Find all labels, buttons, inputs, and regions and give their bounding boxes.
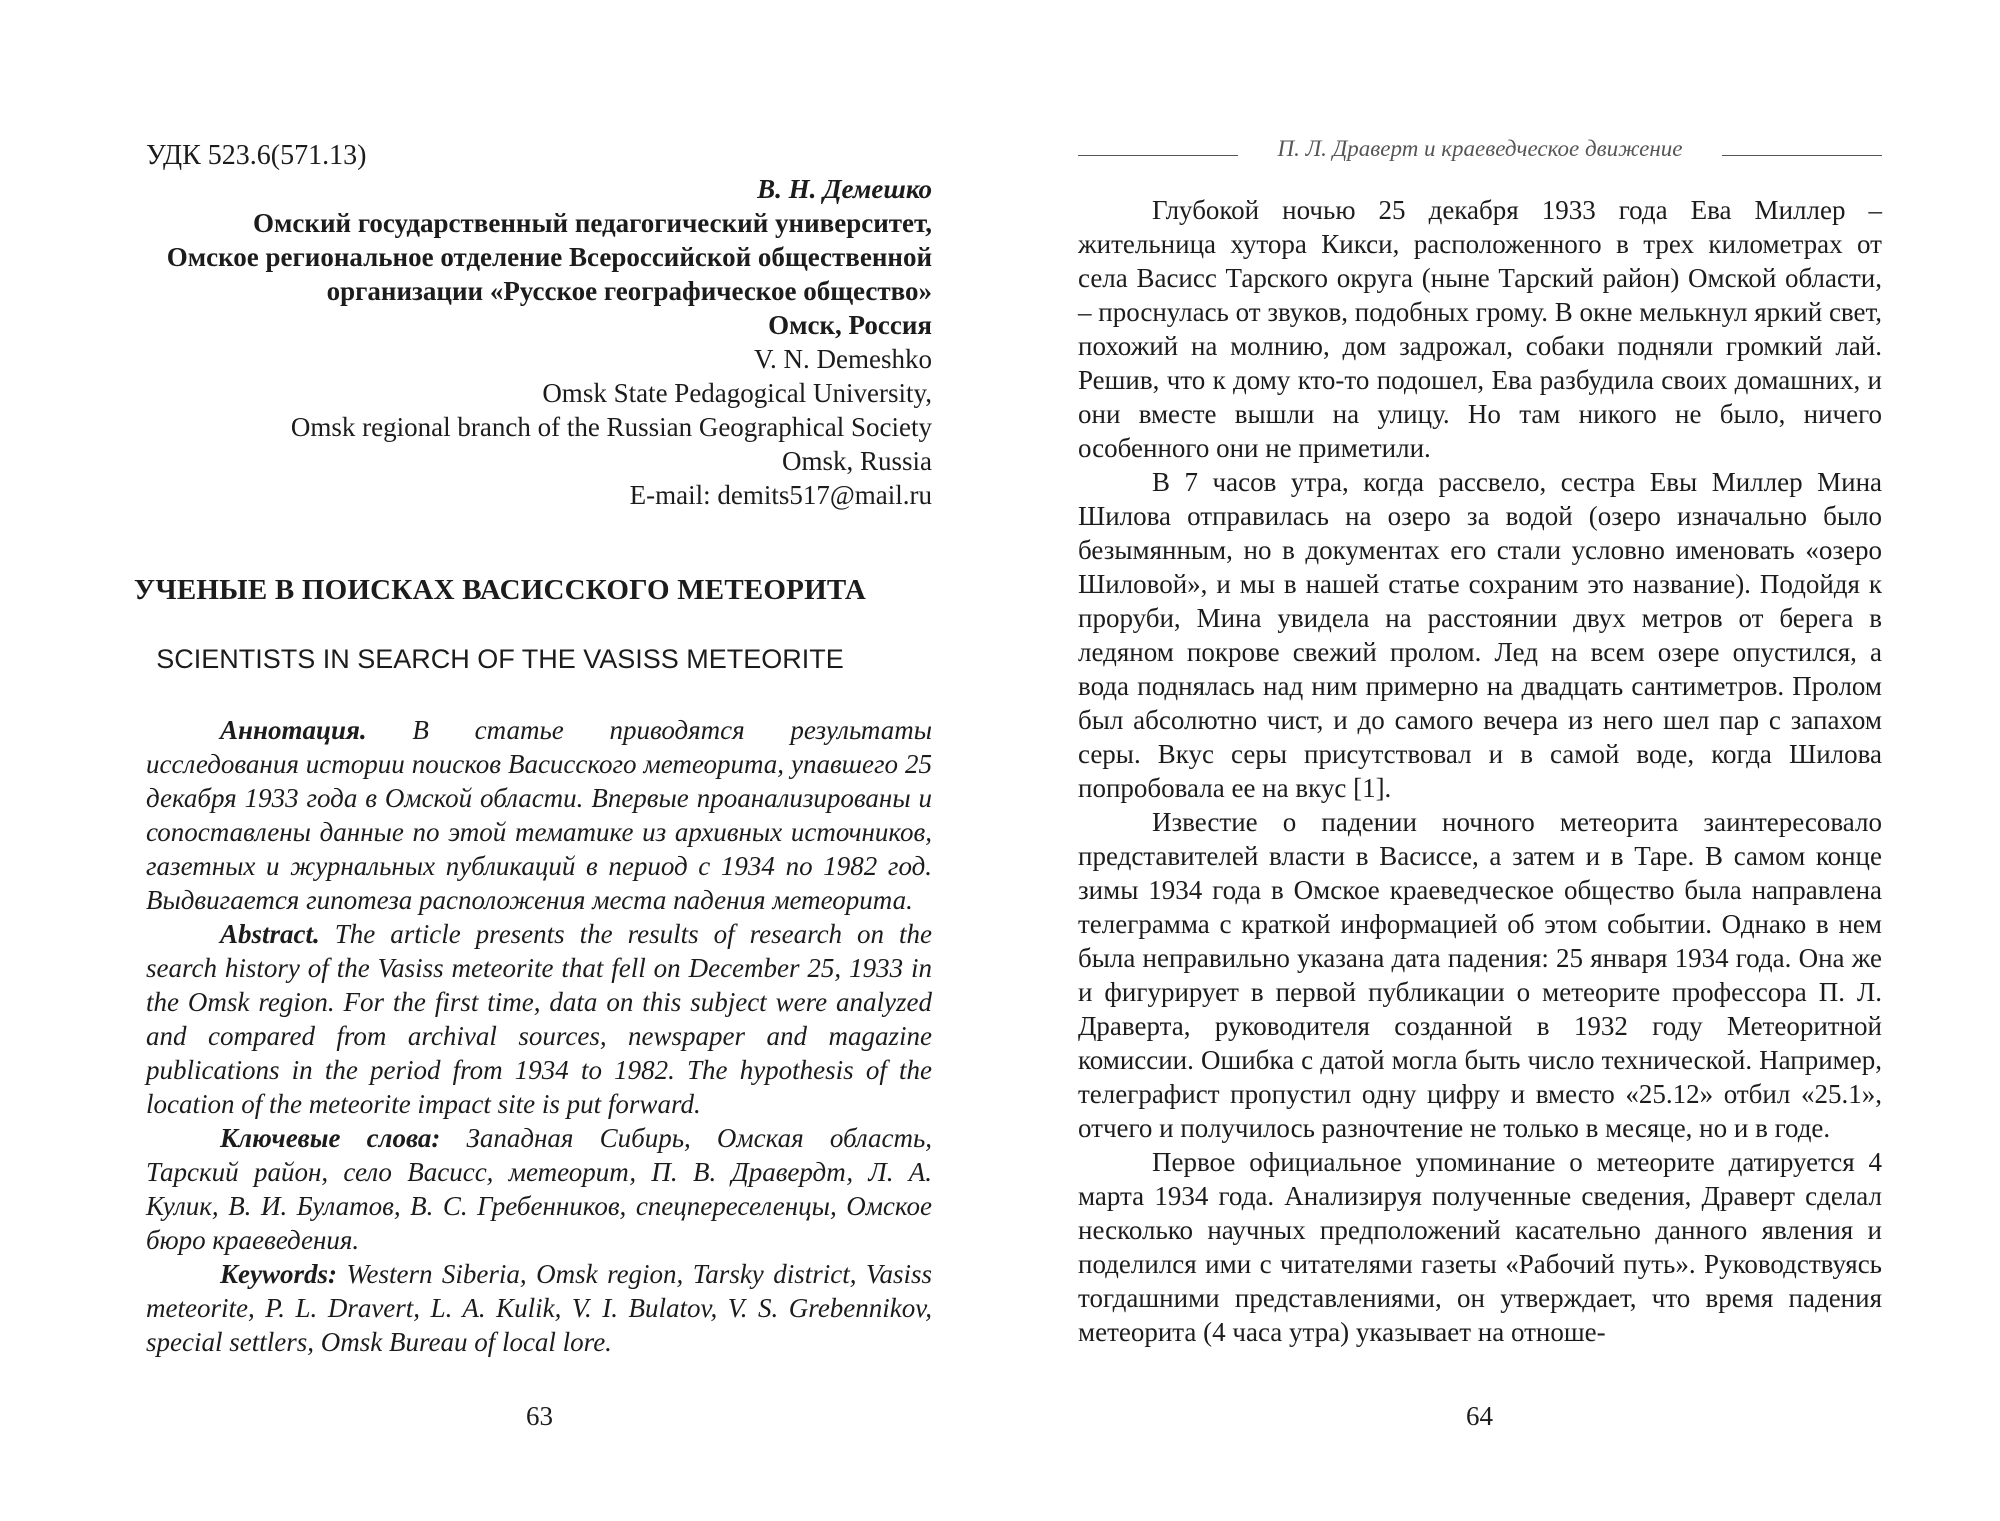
- keywords-en-label: Keywords:: [220, 1259, 337, 1289]
- author-name-en: V. N. Demeshko: [754, 344, 932, 374]
- abstract-label: Abstract.: [220, 919, 320, 949]
- right-page: [1000, 0, 2000, 1521]
- affiliation-ru-city: Омск, Россия: [768, 310, 932, 340]
- affiliation-ru-line: Омское региональное отделение Всероссийской общественной организации «Русское географическое общество»: [166, 242, 932, 306]
- body-paragraph: В 7 часов утра, когда рассвело, сестра Евы Миллер Мина Шилова отправилась на озеро за водой (озеро изначально было безымянным, но в документах его стали условно именовать «озеро Шиловой», и мы в нашей статье сохраним это название). Подойдя к проруби, Мина увидела на расстоянии двух метров от берега в ледяном покрове свежий пролом. Лед на всем озере опустился, а вода поднялась над ним примерно на двадцать сантиметров. Пролом был абсолютно чист, и до самого вечера из него шел пар с запахом серы. Вкус серы присутствовал и в самой воде, когда Шилова попробовала ее на вкус [1].: [1078, 467, 1882, 803]
- keywords-ru-paragraph: [146, 1121, 932, 1257]
- running-head-rule-left: [1078, 155, 1238, 156]
- affiliation-en-line: Omsk State Pedagogical University,: [542, 378, 932, 408]
- keywords-en-paragraph: [146, 1257, 932, 1359]
- keywords-ru-label: Ключевые слова:: [220, 1123, 441, 1153]
- page-number-right: 64: [1466, 1401, 1493, 1431]
- author-name-ru: В. Н. Демешко: [757, 174, 932, 204]
- affiliation-en-line: Omsk regional branch of the Russian Geographical Society: [290, 412, 932, 442]
- annotation-label: Аннотация.: [220, 715, 367, 745]
- running-head-text: П. Л. Драверт и краеведческое движение: [1277, 136, 1683, 161]
- keywords-en-text: Western Siberia, Omsk region, Tarsky district, Vasiss meteorite, P. L. Dravert, L. A. Kulik, V. I. Bulatov, V. S. Grebennikov, special settlers, Omsk Bureau of local lore.: [146, 1259, 932, 1357]
- body-paragraph: Первое официальное упоминание о метеорите датируется 4 марта 1934 года. Анализируя полученные сведения, Драверт сделал несколько научных предположений касательно данного явления и поделился ими с читателями газеты «Рабочий путь». Руководствуясь тогдашними представлениями, он утверждает, что время падения метеорита (4 часа утра) указывает на отноше-: [1078, 1147, 1882, 1347]
- article-title-en: SCIENTISTS IN SEARCH OF THE VASISS METEORITE: [156, 644, 844, 674]
- abstract-block: [146, 713, 932, 1359]
- annotation-text: В статье приводятся результаты исследования истории поисков Васисского метеорита, упавшего 25 декабря 1933 года в Омской области. Впервые проанализированы и сопоставлены данные по этой тематике из архивных источников, газетных и журнальных публикаций в период с 1934 по 1982 год. Выдвигается гипотеза расположения места падения метеорита.: [146, 715, 932, 915]
- affiliation-ru-line: Омский государственный педагогический университет,: [253, 208, 932, 238]
- author-email: E-mail: demits517@mail.ru: [629, 480, 932, 510]
- abstract-text: The article presents the results of research on the search history of the Vasiss meteorite that fell on December 25, 1933 in the Omsk region. For the first time, data on this subject were analyzed and compared from archival sources, newspaper and magazine publications in the period from 1934 to 1982. The hypothesis of the location of the meteorite impact site is put forward.: [146, 919, 932, 1119]
- running-head: [1078, 136, 1882, 170]
- body-text: [1078, 193, 1882, 1349]
- body-paragraph: Глубокой ночью 25 декабря 1933 года Ева Миллер – жительница хутора Кикси, расположенного в трех километрах от села Васисс Тарского округа (ныне Тарский район) Омской области, – проснулась от звуков, подобных грому. В окне мелькнул яркий свет, похожий на молнию, дом задрожал, собаки подняли громкий лай. Решив, что к дому кто-то подошел, Ева разбудила своих домашних, и они вместе вышли на улицу. Но там никого не было, ничего особенного они не приметили.: [1078, 195, 1883, 463]
- body-paragraph: Известие о падении ночного метеорита заинтересовало представителей власти в Васиссе, а затем и в Таре. В самом конце зимы 1934 года в Омское краеведческое общество была направлена телеграмма с краткой информацией об этом событии. Однако в нем была неправильно указана дата падения: 25 января 1934 года. Она же и фигурирует в первой публикации о метеорите профессора П. Л. Драверта, руководителя созданной в 1932 году Метеоритной комиссии. Ошибка с датой могла быть число технической. Например, телеграфист пропустил одну цифру и вместо «25.12» отбил «25.1», отчего и получилось разночтение не только в месяце, но и в годе.: [1078, 807, 1882, 1143]
- author-affiliation: [72, 172, 932, 512]
- affiliation-en-city: Omsk, Russia: [781, 446, 932, 476]
- article-title-ru: УЧЕНЫЕ В ПОИСКАХ ВАСИССКОГО МЕТЕОРИТА: [133, 574, 867, 606]
- udc-code: УДК 523.6(571.13): [146, 140, 367, 171]
- keywords-ru-text: Западная Сибирь, Омская область, Тарский район, село Васисс, метеорит, П. В. Дравердт, Л. А. Кулик, В. И. Булатов, В. С. Гребенников, спецпереселенцы, Омское бюро краеведения.: [146, 1123, 932, 1255]
- page-number-left: 63: [526, 1401, 553, 1431]
- annotation-paragraph: [146, 713, 932, 917]
- abstract-paragraph: [146, 917, 932, 1121]
- running-head-rule-right: [1722, 155, 1882, 156]
